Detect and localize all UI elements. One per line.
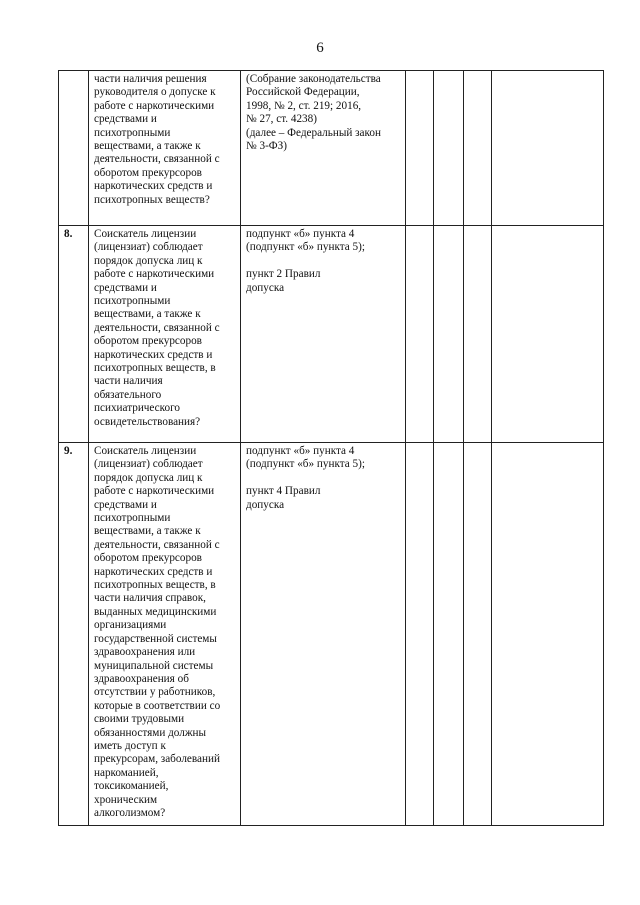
checklist-table	[58, 70, 604, 826]
answer-no-cell	[434, 443, 464, 826]
answer-na-cell	[464, 443, 492, 826]
answer-na-cell	[464, 226, 492, 443]
item-number	[59, 71, 89, 226]
answer-yes-cell	[406, 443, 434, 826]
legal-reference: подпункт «б» пункта 4 (подпункт «б» пункта 5); пункт 4 Правил допуска	[241, 443, 406, 826]
requirement-text: части наличия решения руководителя о допуске к работе с наркотическими средствами и психотропными веществами, а также к деятельности, связанной с оборотом прекурсоров наркотических средств и психотропных веществ?	[89, 71, 241, 226]
page-number: 6	[316, 40, 324, 56]
table-row	[59, 226, 604, 443]
requirement-text: Соискатель лицензии (лицензиат) соблюдает порядок допуска лиц к работе с наркотическими средствами и психотропными веществами, а также к деятельности, связанной с оборотом прекурсоров наркотических средств и психотропных веществ, в части наличия справок, выданных медицинскими организациями государственной системы здравоохранения или муниципальной системы здравоохранения об отсутствии у работников, которые в соответствии со своими трудовыми обязанностями должны иметь доступ к прекурсорам, заболеваний наркоманией, токсикоманией, хроническим алкоголизмом?	[89, 443, 241, 826]
notes-cell	[492, 71, 604, 226]
answer-na-cell	[464, 71, 492, 226]
legal-reference: (Собрание законодательства Российской Федерации, 1998, № 2, ст. 219; 2016, № 27, ст. 4238) (далее – Федеральный закон № 3-ФЗ)	[241, 71, 406, 226]
answer-no-cell	[434, 71, 464, 226]
answer-no-cell	[434, 226, 464, 443]
requirement-text: Соискатель лицензии (лицензиат) соблюдает порядок допуска лиц к работе с наркотическими средствами и психотропными веществами, а также к деятельности, связанной с оборотом прекурсоров наркотических средств и психотропных веществ, в части наличия обязательного психиатрического освидетельствования?	[89, 226, 241, 443]
table-row	[59, 71, 604, 226]
table-row	[59, 443, 604, 826]
answer-yes-cell	[406, 226, 434, 443]
answer-yes-cell	[406, 71, 434, 226]
item-number: 9.	[59, 443, 89, 826]
notes-cell	[492, 226, 604, 443]
legal-reference: подпункт «б» пункта 4 (подпункт «б» пункта 5); пункт 2 Правил допуска	[241, 226, 406, 443]
item-number: 8.	[59, 226, 89, 443]
notes-cell	[492, 443, 604, 826]
